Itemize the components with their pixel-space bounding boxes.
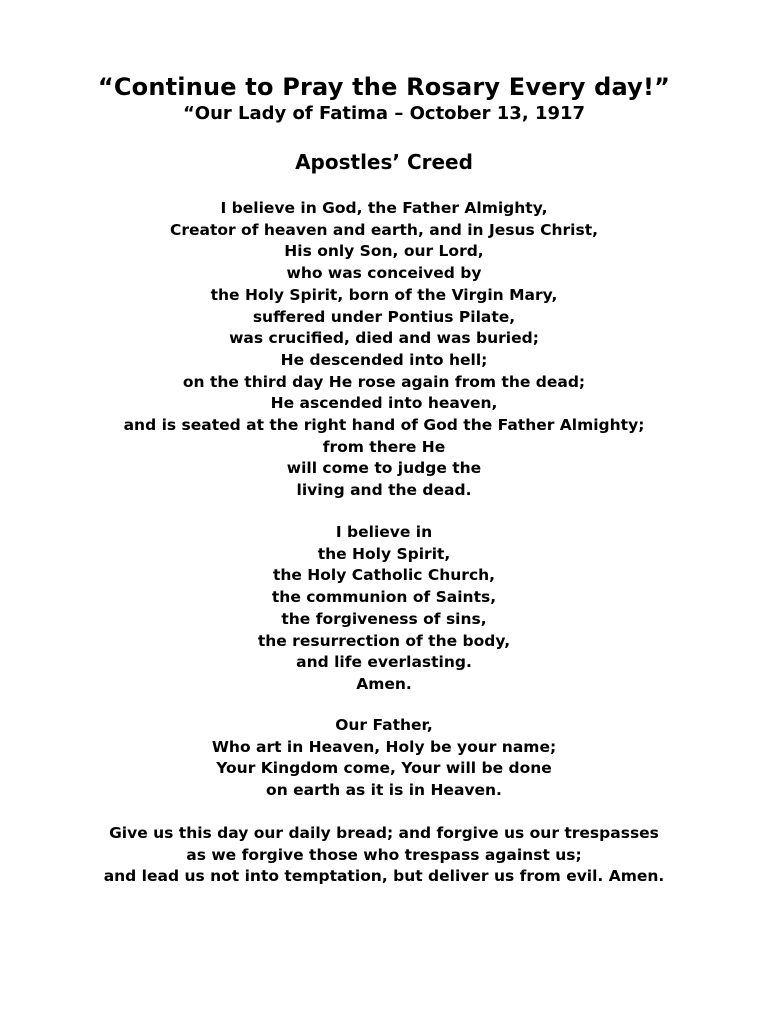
prayer-line: He ascended into heaven, [270, 394, 498, 413]
prayer-line: Your Kingdom come, Your will be done [216, 759, 552, 778]
prayer-line: the Holy Spirit, born of the Virgin Mary, [210, 285, 558, 304]
prayer-line: suffered under Pontius Pilate, [252, 307, 516, 326]
prayer-line: the resurrection of the body, [257, 631, 511, 650]
prayer-line: I believe in God, the Father Almighty, [220, 199, 548, 217]
prayer-line: and life everlasting. [296, 653, 472, 672]
prayer-line: will come to judge the [286, 459, 482, 478]
prayer-line: the communion of Saints, [271, 588, 497, 607]
prayer-line: living and the dead. [296, 481, 472, 500]
prayer-line: from there He [322, 437, 446, 456]
prayer-line: and is seated at the right hand of God the Father Almighty; [123, 416, 645, 435]
our-father-paragraph-2 [0, 823, 768, 888]
prayer-line: Give us this day our daily bread; and forgive us our trespasses [109, 824, 659, 842]
prayer-line: Creator of heaven and earth, and in Jesus Christ, [169, 220, 599, 239]
page-subtitle: “Our Lady of Fatima – October 13, 1917 [182, 103, 586, 124]
our-father-paragraph-1 [0, 715, 768, 802]
prayer-line: and lead us not into temptation, but deliver us from evil. Amen. [103, 867, 665, 886]
prayer-line: the forgiveness of sins, [281, 609, 487, 628]
prayer-line: as we forgive those who trespass against us; [186, 845, 582, 864]
prayer-line: His only Son, our Lord, [284, 242, 484, 261]
prayer-line: the Holy Spirit, [317, 544, 451, 563]
prayer-line: who was conceived by [286, 264, 482, 283]
section-heading-apostles-creed: Apostles’ Creed [295, 150, 473, 174]
prayer-line: the Holy Catholic Church, [272, 566, 496, 585]
page-title: “Continue to Pray the Rosary Every day!” [97, 73, 671, 101]
prayer-line: on earth as it is in Heaven. [266, 781, 502, 800]
prayer-line: I believe in [335, 523, 433, 541]
creed-paragraph-2 [0, 522, 768, 696]
creed-paragraph-1 [0, 198, 768, 502]
prayer-line: Who art in Heaven, Holy be your name; [211, 737, 557, 756]
prayer-line: Our Father, [335, 716, 433, 734]
prayer-line: was crucified, died and was buried; [229, 329, 539, 348]
prayer-line: He descended into hell; [280, 350, 488, 369]
prayer-line: Amen. [356, 674, 412, 693]
prayer-line: on the third day He rose again from the dead; [182, 372, 586, 391]
